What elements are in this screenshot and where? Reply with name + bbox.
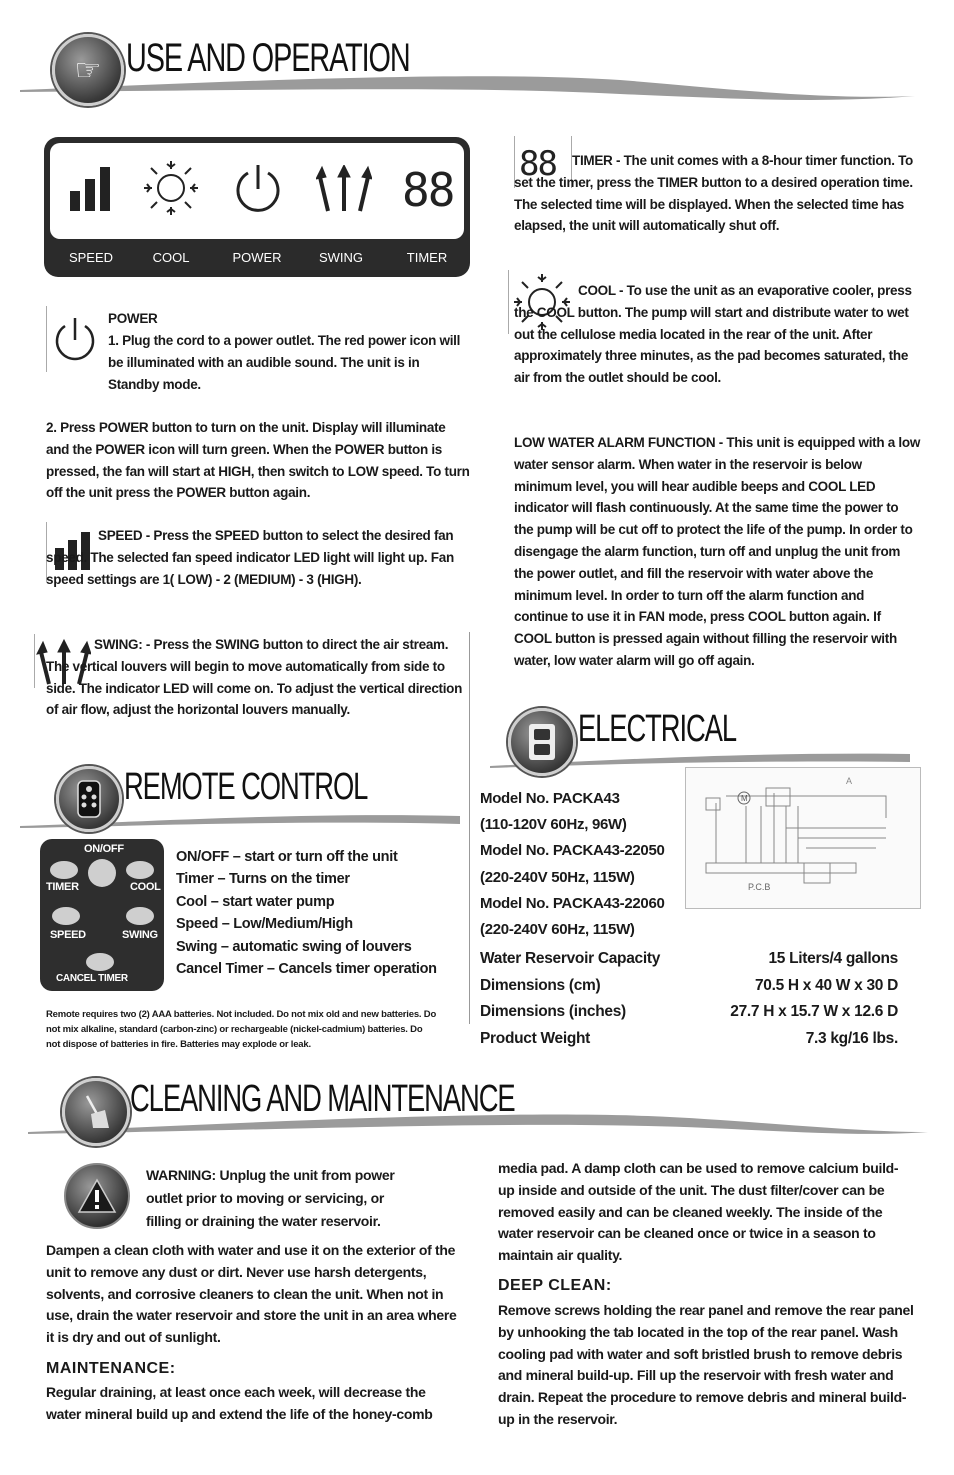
remote-label-speed: SPEED [50,929,86,941]
label-power: POWER [232,250,282,265]
legend-item: Cancel Timer – Cancels timer operation [176,961,437,978]
section-title-cleaning: CLEANING AND MAINTENANCE [130,1078,515,1120]
legend-item: Speed – Low/Medium/High [176,916,353,933]
remote-icon [56,766,122,832]
spec-label: Dimensions (cm) [480,976,601,994]
model-list [480,786,680,943]
model-line: Model No. PACKA43-22060 [480,894,665,912]
label-swing: SWING [318,250,364,265]
maintenance-text: Regular draining, at least once each week, will decrease the water mineral build up and extend the life of the honey-comb [46,1384,433,1422]
power-p1: 1. Plug the cord to a power outlet. The red power icon will be illuminated with an audible sound. The unit is in Standby mode. [108,333,461,392]
power-icon [47,306,103,372]
remote-label-timer: TIMER [46,881,79,893]
cleaning-p1: Dampen a clean cloth with water and use it on the exterior of the unit to remove any dust or dirt. Never use harsh detergents, solvents, and corrosive cleaners to clean the unit. When not in use, drain the water reservoir and store the unit in an area where it is dry and out of sunlight. [46,1242,457,1346]
spec-row [480,946,898,973]
remote-button-onoff [88,859,116,887]
spec-label: Product Weight [480,1029,591,1047]
section-title-electrical: ELECTRICAL [578,708,736,750]
remote-shape-icon [76,779,102,819]
broom-shape-icon [81,1094,111,1130]
power-p2: 2. Press POWER button to turn on the unit. Display will illuminate and the POWER icon will turn green. When the POWER button is pressed, the fan will start at HIGH, then switch to LOW speed. To turn off the unit press the POWER button again. [46,420,470,501]
cleaning-continued: media pad. A damp cloth can be used to remove calcium build-up inside and outside of the unit. The dust filter/cover can be removed easily and can be cleaned weekly. The inside of the water reservoir can be cleaned once or twice in a season to maintain air quality. [498,1160,899,1264]
column-divider [469,632,470,1024]
cool-text: COOL - To use the unit as an evaporative cooler, press the COOL button. The pump will start and distribute water to wet out the cellulose media located in the rear of the unit. After approximately three minutes, as the pad becomes saturated, the air from the outlet should be cool. [514,283,912,386]
remote-label-onoff: ON/OFF [84,843,124,855]
deep-clean-text: Remove screws holding the rear panel and remove the rear panel by unhooking the tab located in the top of the rear panel. Wash cooling pad with water and soft bristled brush to remove debris and mineral build-up. Fill up the reservoir with fresh water and drain. Repeat the procedure to remove debris and mineral build-up in the reservoir. [498,1302,914,1427]
legend-item: Cool – start water pump [176,893,335,910]
warning-icon [64,1163,130,1229]
timer-text: TIMER - The unit comes with a 8-hour timer function. To set the timer, press the TIMER button to a desired operation time. The selected time will be displayed. When the selected time has elapsed, the unit will automatically shut off. [514,153,914,234]
timer-display: 88 [402,163,454,217]
legend-item: Timer – Turns on the timer [176,871,350,888]
spec-label: Water Reservoir Capacity [480,950,661,967]
motor-label: M [741,794,748,803]
cool-snowflake-icon [142,159,200,217]
model-line: (220-240V 50Hz, 115W) [480,868,635,886]
remote-button-timer [50,861,78,879]
section-title-use-operation: USE AND OPERATION [126,36,410,80]
spec-row [480,1026,898,1053]
pcb-label: P.C.B [748,882,771,892]
model-line: Model No. PACKA43-22050 [480,842,665,860]
model-line: (110-120V 60Hz, 96W) [480,816,627,834]
label-timer: TIMER [406,250,448,265]
wiring-diagram-drawing [686,768,920,908]
remote-label-cool: COOL [130,881,161,893]
spec-value: 15 Liters/4 gallons [768,950,898,967]
spec-value: 70.5 H x 40 W x 30 D [754,976,898,994]
remote-button-speed [52,907,80,925]
swing-text: SWING: - Press the SWING button to direct the air stream. The vertical louvers will begin to move automatically from side to side. The indicator LED will come on. To adjust the vertical direction of air flow, adjust the horizontal louvers manually. [46,637,463,718]
remote-button-cancel-timer [86,953,114,971]
remote-label-cancel-timer: CANCEL TIMER [56,973,128,984]
spec-label: Dimensions (inches) [480,1003,626,1020]
deep-clean-title: DEEP CLEAN: [498,1277,612,1294]
speed-text: SPEED - Press the SPEED button to select the desired fan speed. The selected fan speed indicator LED light will light up. Fan speed settings are 1( LOW) - 2 (MEDIUM) - 3 (HIGH). [46,528,454,587]
legend-item: ON/OFF – start or turn off the unit [176,849,398,865]
remote-button-swing [126,907,154,925]
spec-row [480,999,898,1026]
model-line: Model No. PACKA43 [480,790,620,807]
remote-legend [176,846,466,980]
swing-arrows-icon [316,165,372,213]
outlet-icon [508,708,576,776]
control-panel [44,137,470,277]
timer-digits: 88 [519,144,556,184]
broom-icon [62,1078,130,1146]
speed-bars-icon [70,165,114,213]
spec-value: 7.3 kg/16 lbs. [805,1029,898,1047]
low-water-text: LOW WATER ALARM FUNCTION - This unit is equipped with a low water sensor alarm. When water in the reservoir is below minimum level, you will hear audible beeps and COOL LED indicator will flash continuously. At the same time the power to the pump will be cut off to protect the life of the pump. In order to disengage the alarm function, turn off and unplug the unit from the power outlet, and fill the reservoir with water above the minimum level. In order to turn off the alarm function and continue to use it in FAN mode, press COOL button again. If COOL button is pressed again without filling the reservoir with water, low water alarm will go off again. [514,435,921,668]
spec-row [480,973,898,1000]
label-speed: SPEED [68,250,114,265]
model-line: (220-240V 60Hz, 115W) [480,921,635,939]
electrical-outlet-icon [527,722,557,762]
warning-triangle-icon [77,1178,117,1214]
wiring-diagram [685,767,921,909]
maintenance-title: MAINTENANCE: [46,1360,176,1377]
power-icon [232,163,284,215]
spec-table [480,946,898,1052]
remote-button-cool [126,861,154,879]
power-side-icon [46,306,103,372]
remote-label-swing: SWING [122,929,158,941]
section-title-remote: REMOTE CONTROL [124,766,368,808]
warning-text: WARNING: Unplug the unit from power outlet prior to moving or servicing, or filling or draining the water reservoir. [146,1167,395,1229]
legend-item: Swing – automatic swing of louvers [176,938,412,955]
battery-note: Remote requires two (2) AAA batteries. Not included. Do not mix old and new batteries. Do not mix alkaline, standard (carbon-zinc) or rechargeable (nickel-cadmium) batteries. Do not dispose of batteries in fire. Batteries may explode or leak. [46,1009,437,1050]
remote-control-image [40,839,164,991]
wiring-top-label: A [846,776,853,786]
hand-pointer-icon: ☞ [52,34,124,106]
spec-value: 27.7 H x 15.7 W x 12.6 D [730,1003,898,1020]
label-cool: COOL [152,250,190,265]
power-title: POWER [108,311,158,326]
